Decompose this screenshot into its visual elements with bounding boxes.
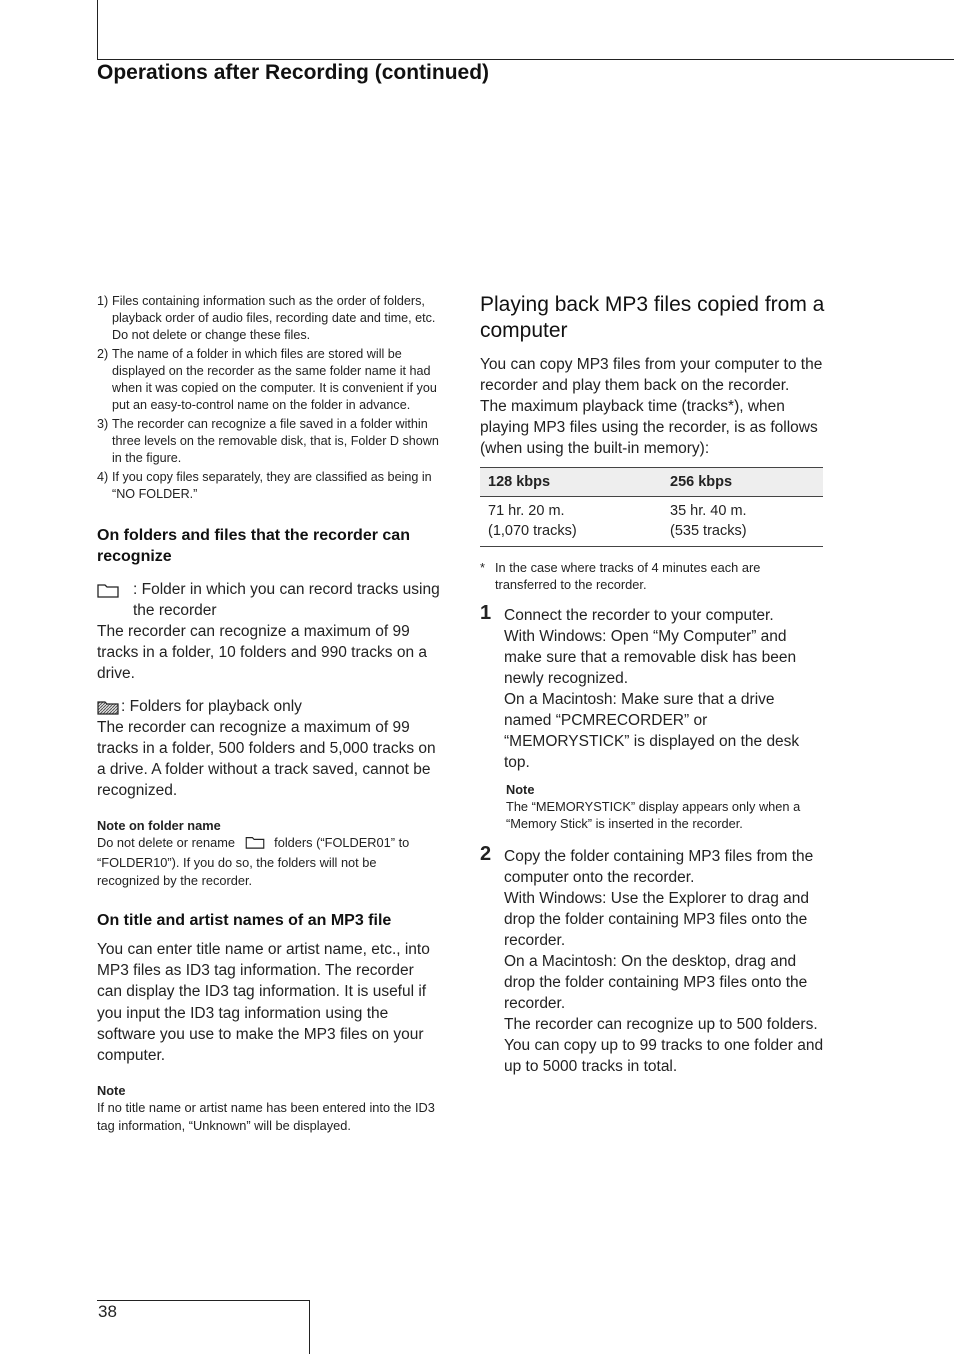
- footnote-number: 4): [97, 470, 109, 484]
- windows-text: Open “My Computer” and make sure that a removable disk has been newly recognized.: [504, 628, 797, 687]
- step-2-text: Copy the folder containing MP3 files from the computer onto the recorder.: [504, 848, 814, 886]
- footer-horizontal-rule: [97, 1300, 310, 1301]
- folder-record-row: [97, 579, 442, 621]
- note-folder-body: [97, 834, 442, 890]
- table-cell: [480, 497, 662, 547]
- note-folder-pre: Do not delete or rename: [97, 835, 236, 850]
- step-1-note-heading: Note: [506, 782, 535, 797]
- footnote-item: [97, 416, 442, 467]
- asterisk-note: [480, 559, 825, 593]
- footnote-item: [97, 293, 442, 344]
- folder-playback-label: : Folders for playback only: [121, 698, 302, 715]
- id3-note-body: If no title name or artist name has been entered into the ID3 tag information, “Unknown” will be displayed.: [97, 1100, 435, 1134]
- windows-text: Use the Explorer to drag and drop the folder containing MP3 files onto the recorder.: [504, 890, 809, 949]
- folder-playback-desc: The recorder can recognize a maximum of 99 tracks in a folder, 500 folders and 5,000 tracks on a drive. A folder without a track saved, cannot be recognized.: [97, 719, 436, 799]
- intro-paragraph-1: You can copy MP3 files from your computer to the recorder and play them back on the recorder.: [480, 356, 823, 394]
- header-vertical-rule: [97, 0, 98, 59]
- playback-time-table: [480, 467, 823, 547]
- id3-heading: On title and artist names of an MP3 file: [97, 912, 392, 929]
- footnote-number: 2): [97, 347, 109, 361]
- footer-vertical-rule: [309, 1300, 310, 1354]
- cell-tracks: (535 tracks): [670, 523, 747, 539]
- windows-label: With Windows:: [504, 628, 607, 645]
- step-1-mac: [504, 689, 825, 773]
- right-column: [480, 292, 825, 1077]
- folder-outline-icon: [245, 835, 265, 854]
- step-1-note-body: The “MEMORYSTICK” display appears only when a “Memory Stick” is inserted in the recorder.: [506, 799, 801, 831]
- folder-playback-row: [97, 696, 442, 717]
- step-1: [480, 602, 825, 832]
- windows-label: With Windows:: [504, 890, 607, 907]
- footnote-text: Files containing information such as the order of folders, playback order of audio files, recording date and time, etc. Do not delete or change these files.: [112, 294, 436, 342]
- cell-tracks: (1,070 tracks): [488, 523, 577, 539]
- cell-time: 35 hr. 40 m.: [670, 503, 747, 519]
- folder-record-desc: The recorder can recognize a maximum of 99 tracks in a folder, 10 folders and 990 tracks on a drive.: [97, 623, 427, 682]
- note-folder-post: folders (“FOLDER01” to “FOLDER10”). If you do so, the folders will not be recognized by the recorder.: [97, 835, 410, 888]
- step-1-text: Connect the recorder to your computer.: [504, 607, 774, 624]
- table-header-row: [480, 468, 823, 497]
- folder-hatched-icon: [97, 699, 119, 721]
- table-header-cell: 256 kbps: [662, 468, 823, 497]
- footnote-number: 1): [97, 294, 109, 308]
- id3-note-heading: Note: [97, 1083, 126, 1099]
- table-cell: [662, 497, 823, 547]
- table-row: [480, 497, 823, 547]
- page-number: 38: [98, 1302, 117, 1321]
- asterisk-mark: *: [480, 560, 485, 575]
- left-column: [97, 293, 442, 1135]
- section-heading: Playing back MP3 files copied from a computer: [480, 293, 825, 342]
- step-number: 1: [480, 602, 492, 624]
- step-2: [480, 843, 825, 1077]
- footnote-item: [97, 469, 442, 503]
- step-2-windows: [504, 888, 825, 951]
- step-number: 2: [480, 843, 492, 865]
- note-folder-heading: Note on folder name: [97, 818, 221, 833]
- footnote-list: [97, 293, 442, 503]
- folder-outline-icon: [97, 582, 119, 604]
- mac-label: On a Macintosh:: [504, 691, 617, 708]
- table-header-cell: 128 kbps: [480, 468, 662, 497]
- intro-paragraph-2: The maximum playback time (tracks*), when playing MP3 files using the recorder, is as follows (when using the built-in memory):: [480, 398, 818, 457]
- mac-label: On a Macintosh:: [504, 953, 617, 970]
- folders-heading: On folders and files that the recorder can recognize: [97, 527, 410, 565]
- step-1-windows: [504, 626, 825, 689]
- mac-text: Make sure that a drive named “PCMRECORDER” or “MEMORYSTICK” is displayed on the desk top.: [504, 691, 800, 771]
- step-2-mac: [504, 951, 825, 1014]
- folder-record-label: : Folder in which you can record tracks using the recorder: [133, 581, 440, 619]
- asterisk-note-text: In the case where tracks of 4 minutes each are transferred to the recorder.: [495, 560, 761, 592]
- footnote-number: 3): [97, 417, 109, 431]
- cell-time: 71 hr. 20 m.: [488, 503, 565, 519]
- page-title: Operations after Recording (continued): [97, 61, 490, 84]
- step-2-extra: The recorder can recognize up to 500 folders. You can copy up to 99 tracks to one folder and up to 5000 tracks in total.: [504, 1016, 824, 1075]
- footnote-text: If you copy files separately, they are classified as being in “NO FOLDER.”: [112, 470, 432, 501]
- footnote-text: The recorder can recognize a file saved in a folder within three levels on the removable disk, that is, Folder D shown in the figure.: [112, 417, 439, 465]
- mac-text: On the desktop, drag and drop the folder containing MP3 files onto the recorder.: [504, 953, 808, 1012]
- footnote-text: The name of a folder in which files are stored will be displayed on the recorder as the same folder name it had when it was copied on the computer. It is convenient if you put an easy-to-control name on the folder in advance.: [112, 347, 437, 412]
- footnote-item: [97, 346, 442, 414]
- id3-body: You can enter title name or artist name, etc., into MP3 files as ID3 tag information. The recorder can display the ID3 tag information. It is useful if you input the ID3 tag information using the software you use to make the MP3 files on your computer.: [97, 941, 430, 1065]
- header-horizontal-rule: [97, 59, 954, 60]
